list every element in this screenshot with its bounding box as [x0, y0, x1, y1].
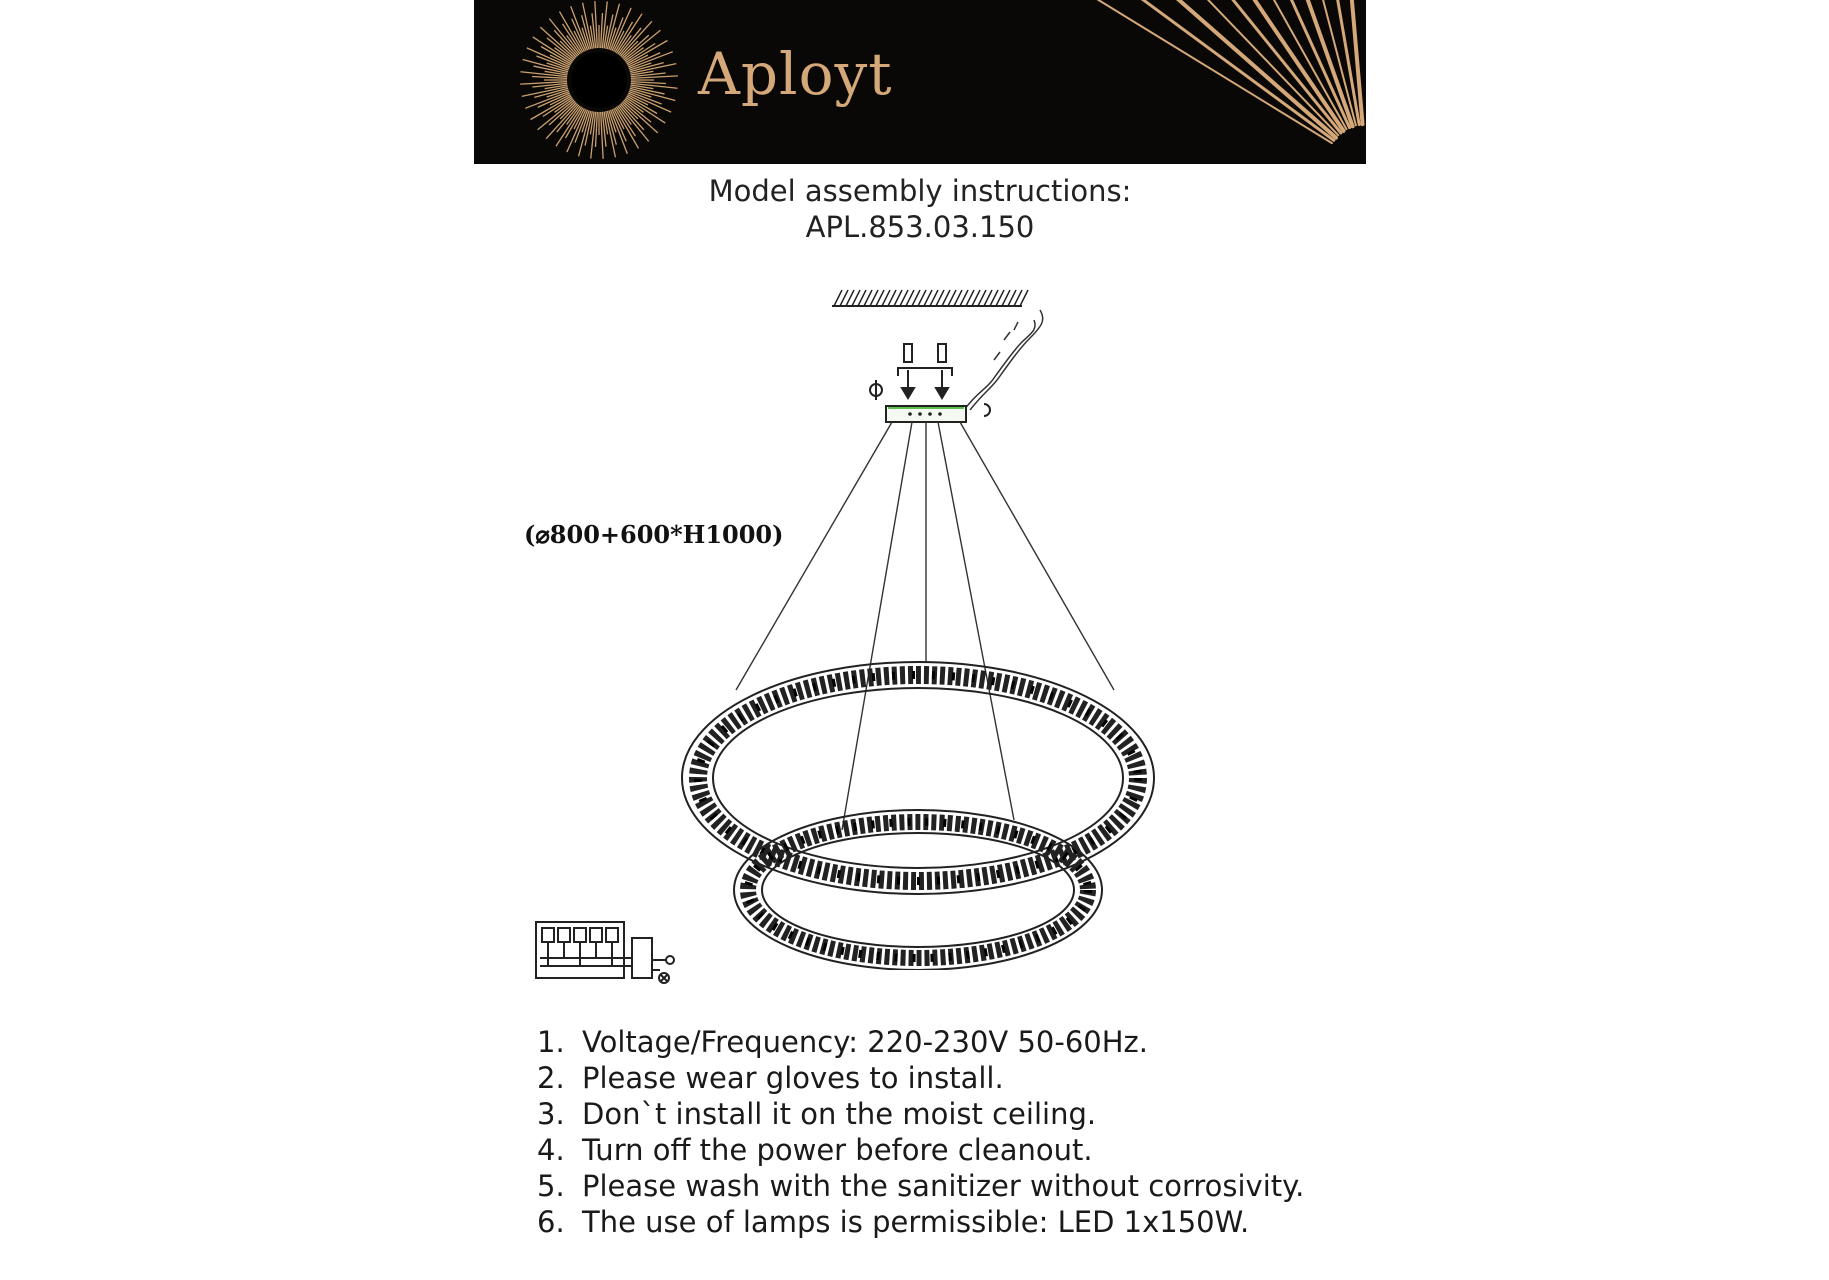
brand-logo: Aployt: [698, 40, 893, 108]
list-item: 6. The use of lamps is permissible: LED 1x150W.: [537, 1205, 1250, 1239]
suspension-wires: [736, 422, 1114, 830]
wiring-diagram-icon: [532, 918, 682, 990]
list-item: 4. Turn off the power before cleanout.: [537, 1133, 1093, 1167]
screw-icon: [898, 368, 952, 398]
page-title: Model assembly instructions:: [708, 174, 1132, 208]
chandelier-rings: [682, 662, 1154, 970]
list-item: 3. Don`t install it on the moist ceiling.: [537, 1097, 1097, 1131]
dimensions-label: (⌀800+600*H1000): [524, 520, 784, 549]
instructions-list: [537, 1024, 1304, 1240]
brand-banner: [474, 0, 1366, 164]
list-item: 2. Please wear gloves to install.: [537, 1061, 1004, 1095]
list-item: 5. Please wash with the sanitizer without corrosivity.: [537, 1169, 1305, 1203]
anchor-icon: [904, 344, 946, 362]
canopy-plate: [886, 406, 966, 422]
list-item: 1. Voltage/Frequency: 220-230V 50-60Hz.: [537, 1025, 1148, 1059]
ceiling-hatch: [832, 290, 1028, 306]
sun-disc: [571, 52, 627, 108]
model-number: APL.853.03.150: [805, 210, 1035, 244]
supply-cable: [964, 310, 1043, 410]
chandelier-drawing: [474, 270, 1366, 970]
sunburst-graphic: [474, 0, 1366, 164]
